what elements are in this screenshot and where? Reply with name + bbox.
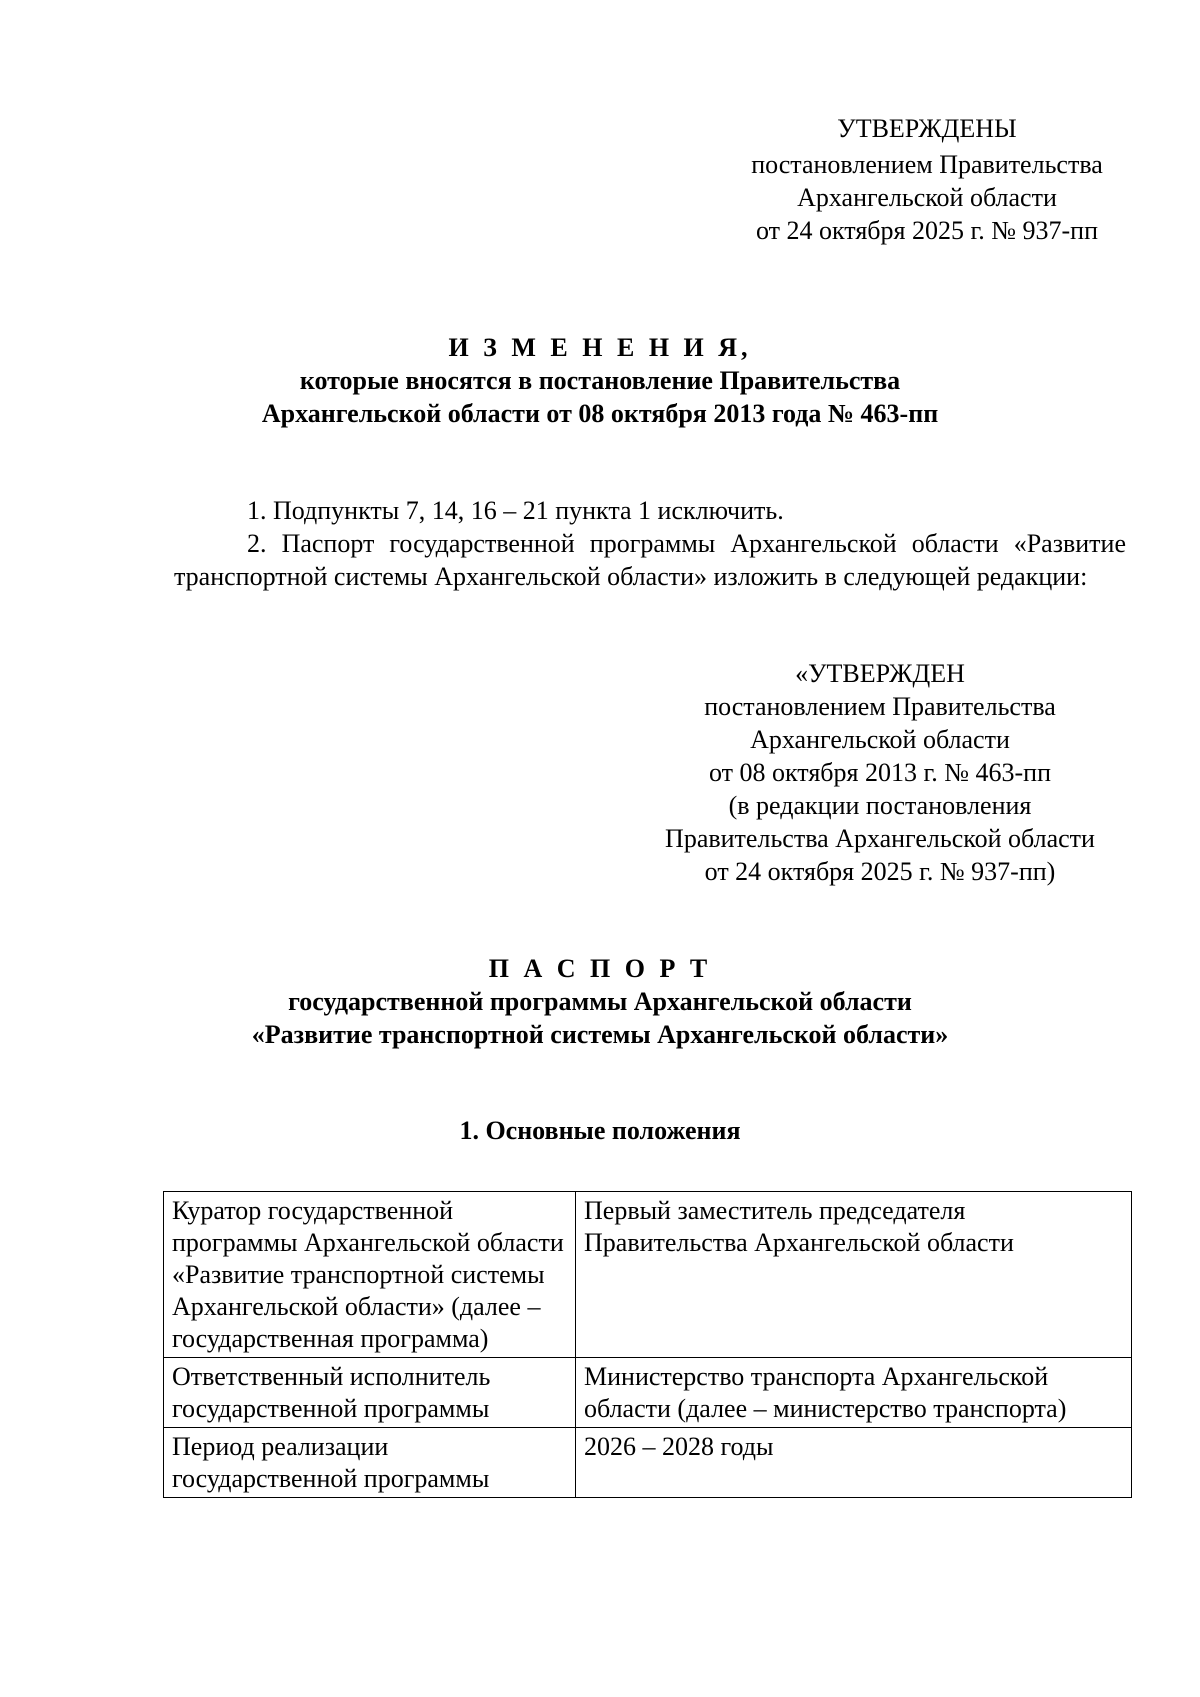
table-cell-label: Ответственный исполнитель государственной программы [164, 1358, 576, 1428]
approval-2-line-7: от 24 октября 2025 г. № 937-пп) [704, 857, 1056, 886]
item-1: 1. Подпункты 7, 14, 16 – 21 пункта 1 исключить. [247, 496, 784, 525]
passport-title: П А С П О Р Т [488, 954, 712, 983]
approval-1-line-4: от 24 октября 2025 г. № 937-пп [756, 216, 1098, 245]
changes-subtitle-line-2: Архангельской области от 08 октября 2013 года № 463-пп [261, 399, 939, 428]
table-cell-value: Министерство транспорта Архангельской области (далее – министерство транспорта) [576, 1358, 1132, 1428]
approval-2-line-5: (в редакции постановления [728, 791, 1032, 820]
section-title: 1. Основные положения [459, 1116, 741, 1145]
approval-2-line-1: «УТВЕРЖДЕН [795, 659, 965, 688]
approval-1-line-2: постановлением Правительства [751, 150, 1103, 179]
table-cell-value: 2026 – 2028 годы [576, 1428, 1132, 1498]
passport-subtitle-line-2: «Развитие транспортной системы Архангельской области» [251, 1020, 949, 1049]
approval-2-line-6: Правительства Архангельской области [665, 824, 1095, 853]
approval-1-line-3: Архангельской области [797, 183, 1057, 212]
table-row [164, 1192, 1132, 1358]
approval-2-line-4: от 08 октября 2013 г. № 463-пп [709, 758, 1051, 787]
item-2: 2. Паспорт государственной программы Архангельской области «Развитие транспортной системы Архангельской области» изложить в следующей редакции: [174, 529, 1126, 591]
passport-table [163, 1191, 1132, 1498]
approval-2-line-3: Архангельской области [750, 725, 1010, 754]
approval-2-line-2: постановлением Правительства [704, 692, 1056, 721]
approval-1-line-1: УТВЕРЖДЕНЫ [837, 114, 1017, 143]
table-row [164, 1428, 1132, 1498]
changes-title: И З М Е Н Е Н И Я, [448, 333, 752, 362]
table-cell-value: Первый заместитель председателя Правительства Архангельской области [576, 1192, 1132, 1358]
table-cell-label: Куратор государственной программы Архангельской области «Развитие транспортной системы Архангельской области» (далее – государственная программа) [164, 1192, 576, 1358]
passport-subtitle-line-1: государственной программы Архангельской области [288, 987, 912, 1016]
table-row [164, 1358, 1132, 1428]
table-cell-label: Период реализации государственной программы [164, 1428, 576, 1498]
changes-subtitle-line-1: которые вносятся в постановление Правительства [299, 366, 901, 395]
